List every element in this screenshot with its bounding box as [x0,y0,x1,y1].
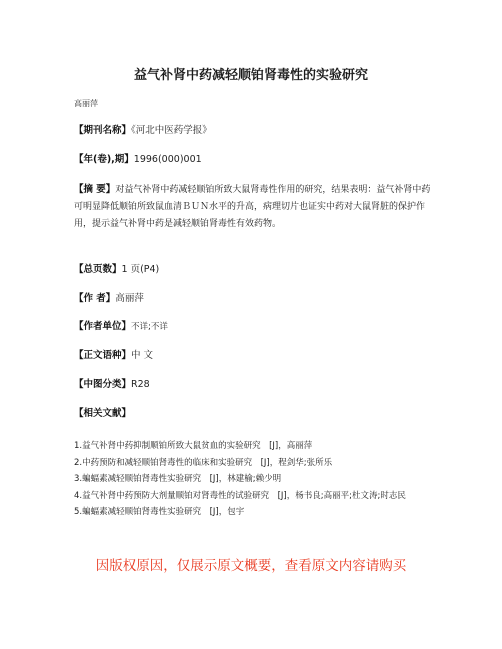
pages-value: 1 页(P4) [121,264,160,275]
language-value: 中 文 [131,350,154,361]
pages-row [74,261,436,278]
authors-value: 高丽萍 [115,293,144,304]
reference-item[interactable]: 2.中药预防和减轻顺铂肾毒性的临床和实验研究 [J]，程剑华;张所乐 [74,457,333,468]
reference-item[interactable]: 3.蝙蝠素减轻顺铂肾毒性实验研究 [J]，林建榆;赖少明 [74,474,282,484]
affiliation-row [74,318,436,336]
author-line: 高丽萍 [74,99,98,108]
copyright-notice: 因版权原因，仅展示原文概要，查看原文内容请购买 [95,558,407,574]
authors-row [74,290,436,307]
journal-row [74,122,436,139]
abstract-label: 【摘 要】 [74,184,116,195]
classification-label: 【中图分类】 [74,379,132,390]
authors-label: 【作 者】 [74,293,116,304]
classification-row [74,376,436,393]
classification-value: R28 [131,379,150,390]
reference-item[interactable]: 1.益气补肾中药抑制顺铂所致大鼠贫血的实验研究 [J]，高丽萍 [74,441,313,451]
year-row [74,151,436,168]
year-label: 【年(卷),期】 [74,154,134,165]
abstract-value: 对益气补肾中药减轻顺铂所致大鼠肾毒性作用的研究，结果表明：益气补肾中药可明显降低顺铂所致鼠血清ＢＵＮ水平的升高，病理切片也证实中药对大鼠肾脏的保护作用，提示益气补肾中药是减轻顺铂肾毒性有效药物。 [74,185,431,229]
journal-value: 《河北中医药学报》 [131,125,212,136]
related-label: 【相关文献】 [74,408,132,419]
affiliation-value: 不详;不详 [131,322,168,332]
page-title: 益气补肾中药减轻顺铂肾毒性的实验研究 [133,68,368,83]
language-label: 【正文语种】 [74,350,132,361]
related-row [74,405,436,422]
reference-item[interactable]: 4.益气补肾中药预防大剂量顺铂对肾毒性的试验研究 [J]，杨书良;高丽平;杜文涛;时志民 [74,490,406,501]
affiliation-label: 【作者单位】 [74,321,132,332]
journal-label: 【期刊名称】 [74,125,132,136]
abstract-row [74,181,436,233]
reference-item[interactable]: 5.蝙蝠素减轻顺铂肾毒性实验研究 [J]，包宇 [74,507,245,517]
reference-list [74,438,434,521]
language-row [74,347,436,364]
pages-label: 【总页数】 [74,264,122,275]
year-value: 1996(000)001 [133,154,202,165]
